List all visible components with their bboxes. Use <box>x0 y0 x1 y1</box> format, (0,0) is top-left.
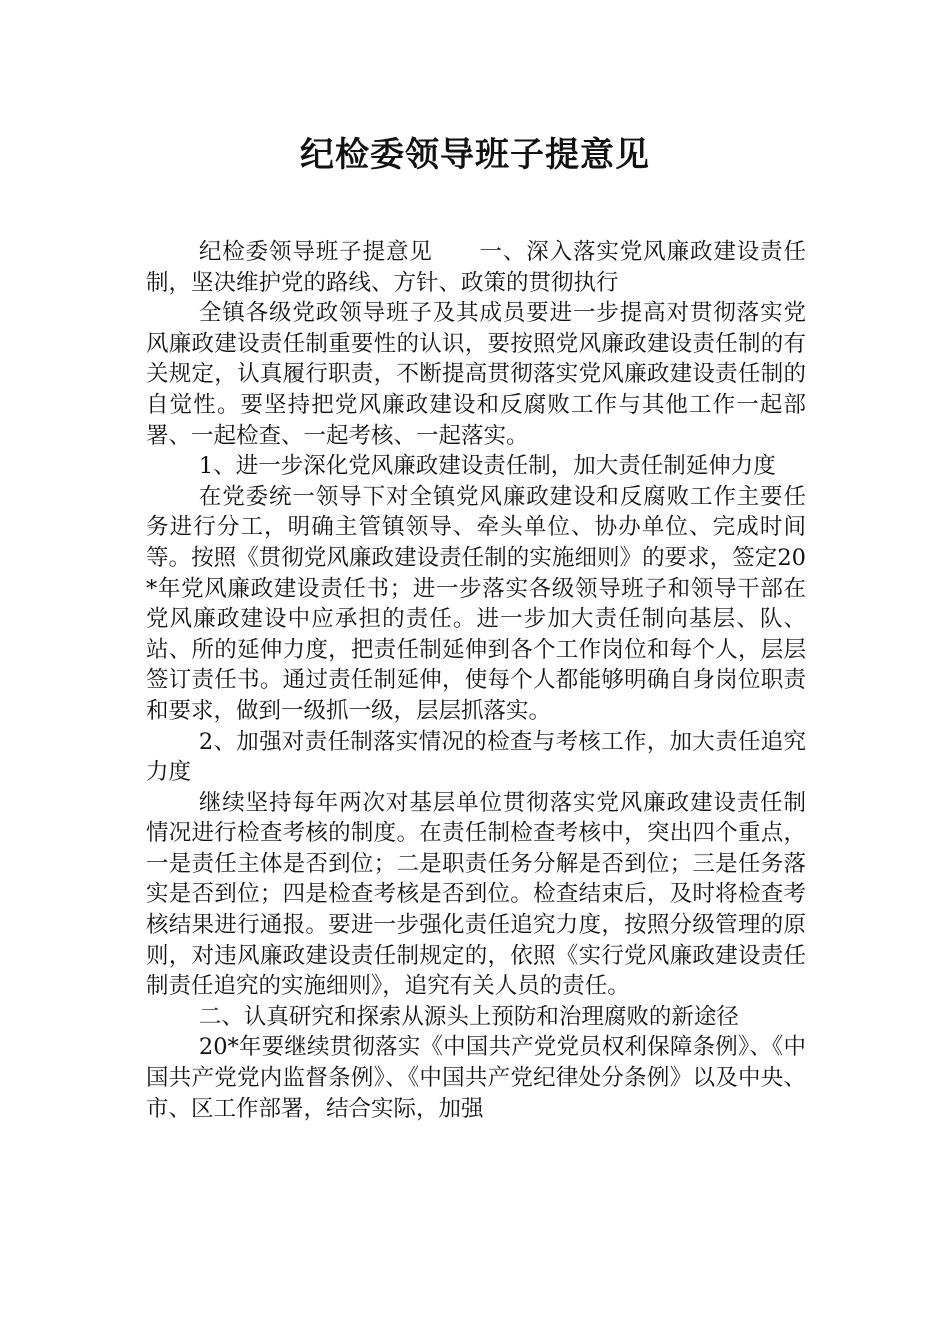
paragraph-intro: 纪检委领导班子提意见 一、深入落实党风廉政建设责任制，坚决维护党的路线、方针、政策的贯彻执行 <box>146 239 806 296</box>
heading-item-1: 1、进一步深化党风廉政建设责任制，加大责任制延伸力度 <box>198 453 776 480</box>
heading-section-2: 二、认真研究和探索从源头上预防和治理腐败的新途径 <box>198 1003 739 1030</box>
paragraph-responsibility: 全镇各级党政领导班子及其成员要进一步提高对贯彻落实党风廉政建设责任制重要性的认识，要按照党风廉政建设责任制的有关规定，认真履行职责，不断提高贯彻落实党风廉政建设责任制的自觉性。要坚持把党风廉政建设和反腐败工作与其他工作一起部署、一起检查、一起考核、一起落实。 <box>146 300 806 449</box>
paragraph-item-2-body: 继续坚持每年两次对基层单位贯彻落实党风廉政建设责任制情况进行检查考核的制度。在责任制检查考核中，突出四个重点，一是责任主体是否到位；二是职责任务分解是否到位；三是任务落实是否到位；四是检查考核是否到位。检查结束后，及时将检查考核结果进行通报。要进一步强化责任追究力度，按照分级管理的原则，对违风廉政建设责任制规定的，依照《实行党风廉政建设责任制责任追究的实施细则》，追究有关人员的责任。 <box>146 789 806 1000</box>
paragraph-section-2-body: 20*年要继续贯彻落实《中国共产党党员权利保障条例》、《中国共产党党内监督条例》、《中国共产党纪律处分条例》以及中央、市、区工作部署，结合实际，加强 <box>146 1034 806 1122</box>
document-title: 纪检委领导班子提意见 <box>300 135 650 175</box>
document-body <box>146 237 806 1124</box>
heading-item-2: 2、加强对责任制落实情况的检查与考核工作，加大责任追究力度 <box>146 728 806 786</box>
paragraph-item-1-body: 在党委统一领导下对全镇党风廉政建设和反腐败工作主要任务进行分工，明确主管镇领导、牵头单位、协办单位、完成时间等。按照《贯彻党风廉政建设责任制的实施细则》的要求，签定20*年党风廉政建设责任书；进一步落实各级领导班子和领导干部在党风廉政建设中应承担的责任。进一步加大责任制向基层、队、站、所的延伸力度，把责任制延伸到各个工作岗位和每个人，层层签订责任书。通过责任制延伸，使每个人都能够明确自身岗位职责和要求，做到一级抓一级，层层抓落实。 <box>146 483 806 724</box>
